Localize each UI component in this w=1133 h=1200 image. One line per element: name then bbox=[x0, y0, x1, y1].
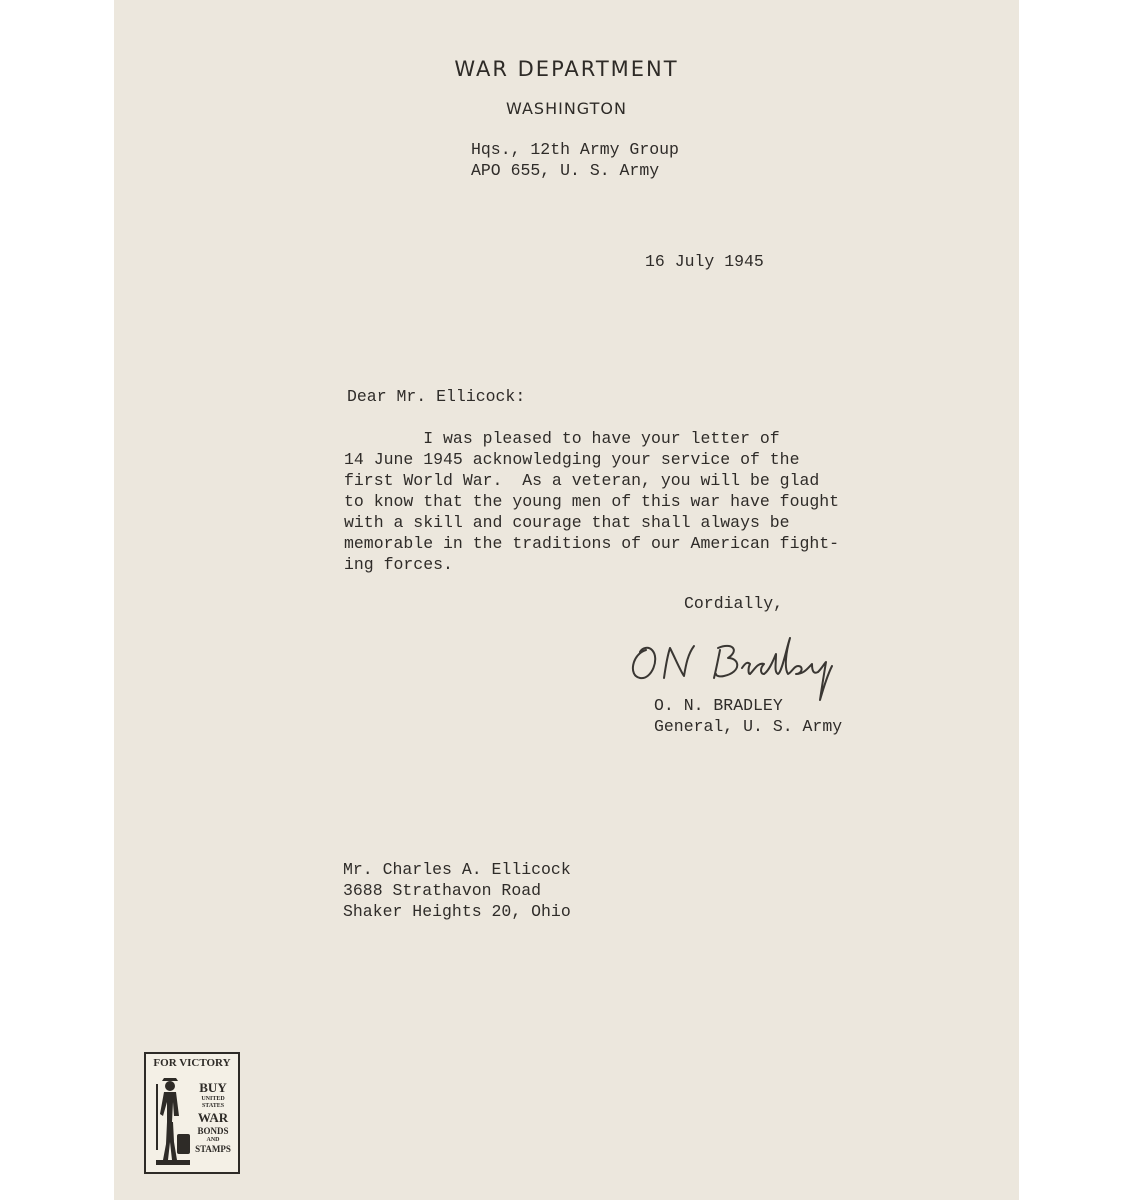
recipient-line-3: Shaker Heights 20, Ohio bbox=[343, 902, 571, 921]
body-line: with a skill and courage that shall always be bbox=[344, 513, 790, 532]
minuteman-icon bbox=[150, 1072, 194, 1168]
body-line: 14 June 1945 acknowledging your service of the bbox=[344, 450, 800, 469]
stamp-states: STATES bbox=[201, 1103, 225, 1109]
headquarters-block bbox=[471, 139, 679, 181]
body-line: to know that the young men of this war have fought bbox=[344, 492, 840, 511]
stamp-stamps: STAMPS bbox=[195, 1144, 231, 1154]
hq-line-1: Hqs., 12th Army Group bbox=[471, 140, 679, 159]
letterhead-title: WAR DEPARTMENT bbox=[454, 57, 679, 81]
stamp-and: AND bbox=[206, 1137, 220, 1143]
war-bonds-stamp bbox=[144, 1052, 240, 1174]
letter-date: 16 July 1945 bbox=[645, 252, 764, 271]
recipient-line-2: 3688 Strathavon Road bbox=[343, 881, 542, 900]
body-line: memorable in the traditions of our American fight- bbox=[344, 534, 840, 553]
signature-block bbox=[654, 695, 842, 737]
letterhead-subtitle: WASHINGTON bbox=[506, 99, 627, 118]
closing: Cordially, bbox=[684, 594, 784, 613]
stamp-bonds: BONDS bbox=[197, 1126, 229, 1136]
stamp-buy: BUY bbox=[199, 1080, 227, 1095]
stamp-united: UNITED bbox=[201, 1096, 225, 1102]
salutation: Dear Mr. Ellicock: bbox=[347, 387, 526, 406]
stamp-war: WAR bbox=[197, 1110, 229, 1125]
recipient-address bbox=[343, 859, 571, 922]
letter-body bbox=[344, 428, 839, 575]
letter-page bbox=[114, 0, 1019, 1200]
signer-name: O. N. BRADLEY bbox=[654, 696, 783, 715]
recipient-line-1: Mr. Charles A. Ellicock bbox=[343, 860, 571, 879]
body-line: first World War. As a veteran, you will be glad bbox=[344, 471, 820, 490]
body-line: I was pleased to have your letter of bbox=[344, 429, 780, 448]
signer-title: General, U. S. Army bbox=[654, 717, 843, 736]
body-line: ing forces. bbox=[344, 555, 453, 574]
hq-line-2: APO 655, U. S. Army bbox=[471, 161, 660, 180]
stamp-for-victory: FOR VICTORY bbox=[153, 1057, 231, 1069]
